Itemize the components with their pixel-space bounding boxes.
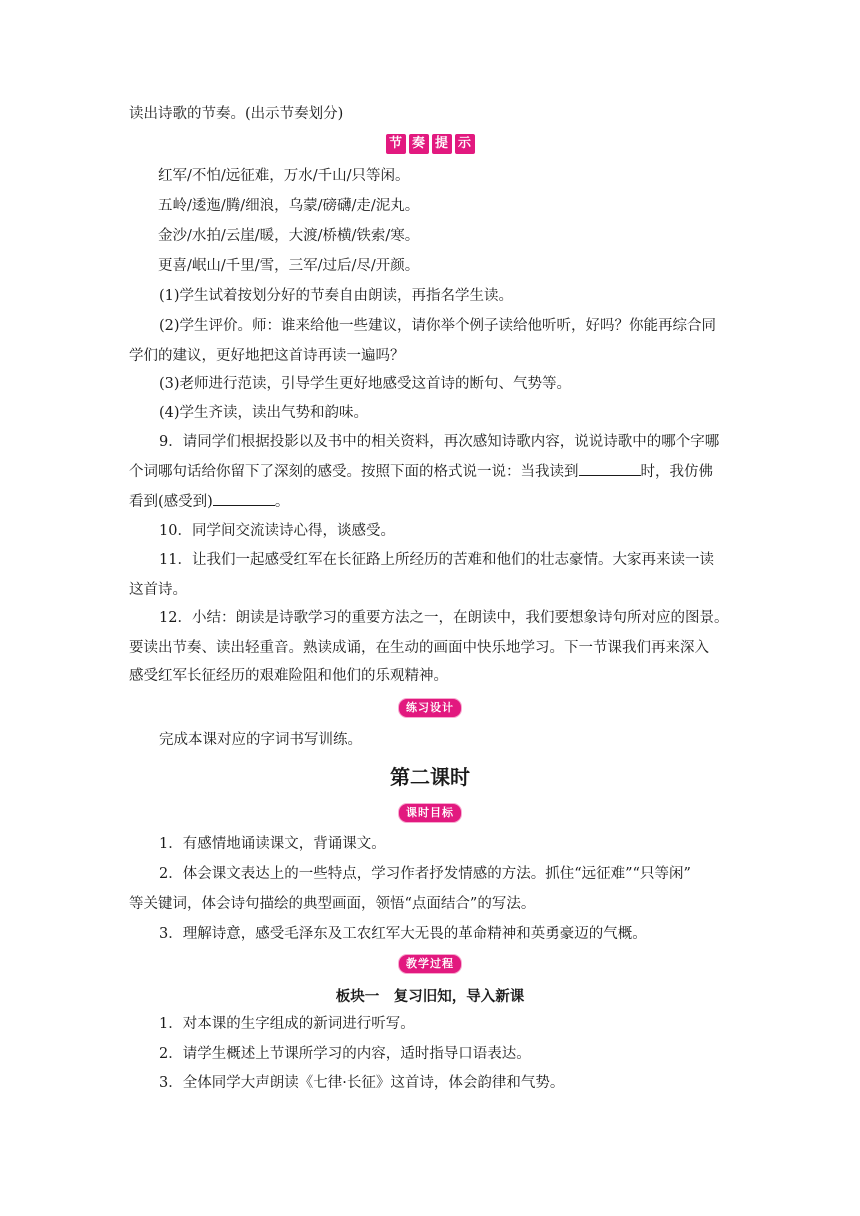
item-9-text: 个词哪句话给你留下了深刻的感受。按照下面的格式说一说：当我读到 — [129, 464, 579, 480]
step-3: (3)老师进行范读，引导学生更好地感受这首诗的断句、气势等。 — [159, 376, 572, 392]
goal-2-line-2: 等关键词，体会诗句描绘的典型画面，领悟“点面结合”的写法。 — [129, 896, 536, 912]
practice-design-badge — [0, 698, 860, 718]
badge-label: 练习设计 — [398, 698, 462, 718]
lesson-2-title: 第二课时 — [390, 765, 470, 789]
fill-blank — [213, 489, 275, 506]
item-9-text: 时，我仿佛 — [640, 464, 713, 480]
item-9-line-2 — [129, 457, 734, 487]
poem-line: 红军/不怕/远征难，万水/千山/只等闲。 — [158, 168, 410, 184]
module-1-item-1: 1．对本课的生字组成的新词进行听写。 — [159, 1016, 415, 1032]
module-1-item-2: 2．请学生概述上节课所学习的内容，适时指导口语表达。 — [159, 1046, 531, 1062]
item-12-line-1: 12．小结：朗读是诗歌学习的重要方法之一，在朗读中，我们要想象诗句所对应的图景。 — [159, 610, 729, 626]
item-9-line-1: 9．请同学们根据投影以及书中的相关资料，再次感知诗歌内容，说说诗歌中的哪个字哪 — [159, 434, 720, 450]
teaching-process-badge — [0, 954, 860, 974]
badge-char: 奏 — [409, 134, 429, 154]
goal-3: 3．理解诗意，感受毛泽东及工农红军大无畏的革命精神和英勇豪迈的气概。 — [159, 926, 647, 942]
fill-blank — [579, 459, 641, 476]
goal-1: 1．有感情地诵读课文，背诵课文。 — [159, 836, 386, 852]
item-11-line-1: 11．让我们一起感受红军在长征路上所经历的苦难和他们的壮志豪情。大家再来读一读 — [159, 552, 714, 568]
step-4: (4)学生齐读，读出气势和韵味。 — [159, 405, 369, 421]
rhythm-hint-badge — [0, 134, 860, 154]
badge-char: 节 — [386, 134, 406, 154]
badge-label: 课时目标 — [398, 803, 462, 823]
step-2-line-1: (2)学生评价。师：谁来给他一些建议，请你举个例子读给他听听，好吗？你能再综合同 — [159, 318, 717, 334]
item-12-line-3: 感受红军长征经历的艰难险阻和他们的乐观精神。 — [129, 668, 448, 684]
badge-label: 教学过程 — [398, 954, 462, 974]
item-9-text: 看到(感受到) — [129, 494, 213, 510]
item-12-line-2: 要读出节奏、读出轻重音。熟读成诵，在生动的画面中快乐地学习。下一节课我们再来深入 — [129, 640, 709, 656]
step-1: (1)学生试着按划分好的节奏自由朗读，再指名学生读。 — [159, 288, 514, 304]
badge-char: 提 — [432, 134, 452, 154]
badge-char: 示 — [455, 134, 475, 154]
item-9-text: 。 — [274, 494, 290, 510]
step-2-line-2: 学们的建议，更好地把这首诗再读一遍吗？ — [129, 348, 405, 364]
poem-line: 五岭/逶迤/腾/细浪，乌蒙/磅礴/走/泥丸。 — [158, 198, 420, 214]
module-1-item-3: 3．全体同学大声朗读《七律·长征》这首诗，体会韵律和气势。 — [159, 1075, 565, 1091]
item-9-line-3 — [129, 487, 734, 517]
item-11-line-2: 这首诗。 — [129, 582, 187, 598]
poem-line: 金沙/水拍/云崖/暖，大渡/桥横/铁索/寒。 — [158, 228, 420, 244]
goal-2-line-1: 2．体会课文表达上的一些特点，学习作者抒发情感的方法。抓住“远征难”“只等闲” — [159, 866, 691, 882]
poem-line: 更喜/岷山/千里/雪，三军/过后/尽/开颜。 — [158, 258, 420, 274]
lesson-goals-badge — [0, 803, 860, 823]
intro-line: 读出诗歌的节奏。(出示节奏划分) — [129, 106, 344, 122]
module-1-title: 板块一 复习旧知，导入新课 — [335, 989, 525, 1005]
practice-text: 完成本课对应的字词书写训练。 — [159, 732, 362, 748]
item-10: 10．同学间交流读诗心得，谈感受。 — [159, 523, 395, 539]
